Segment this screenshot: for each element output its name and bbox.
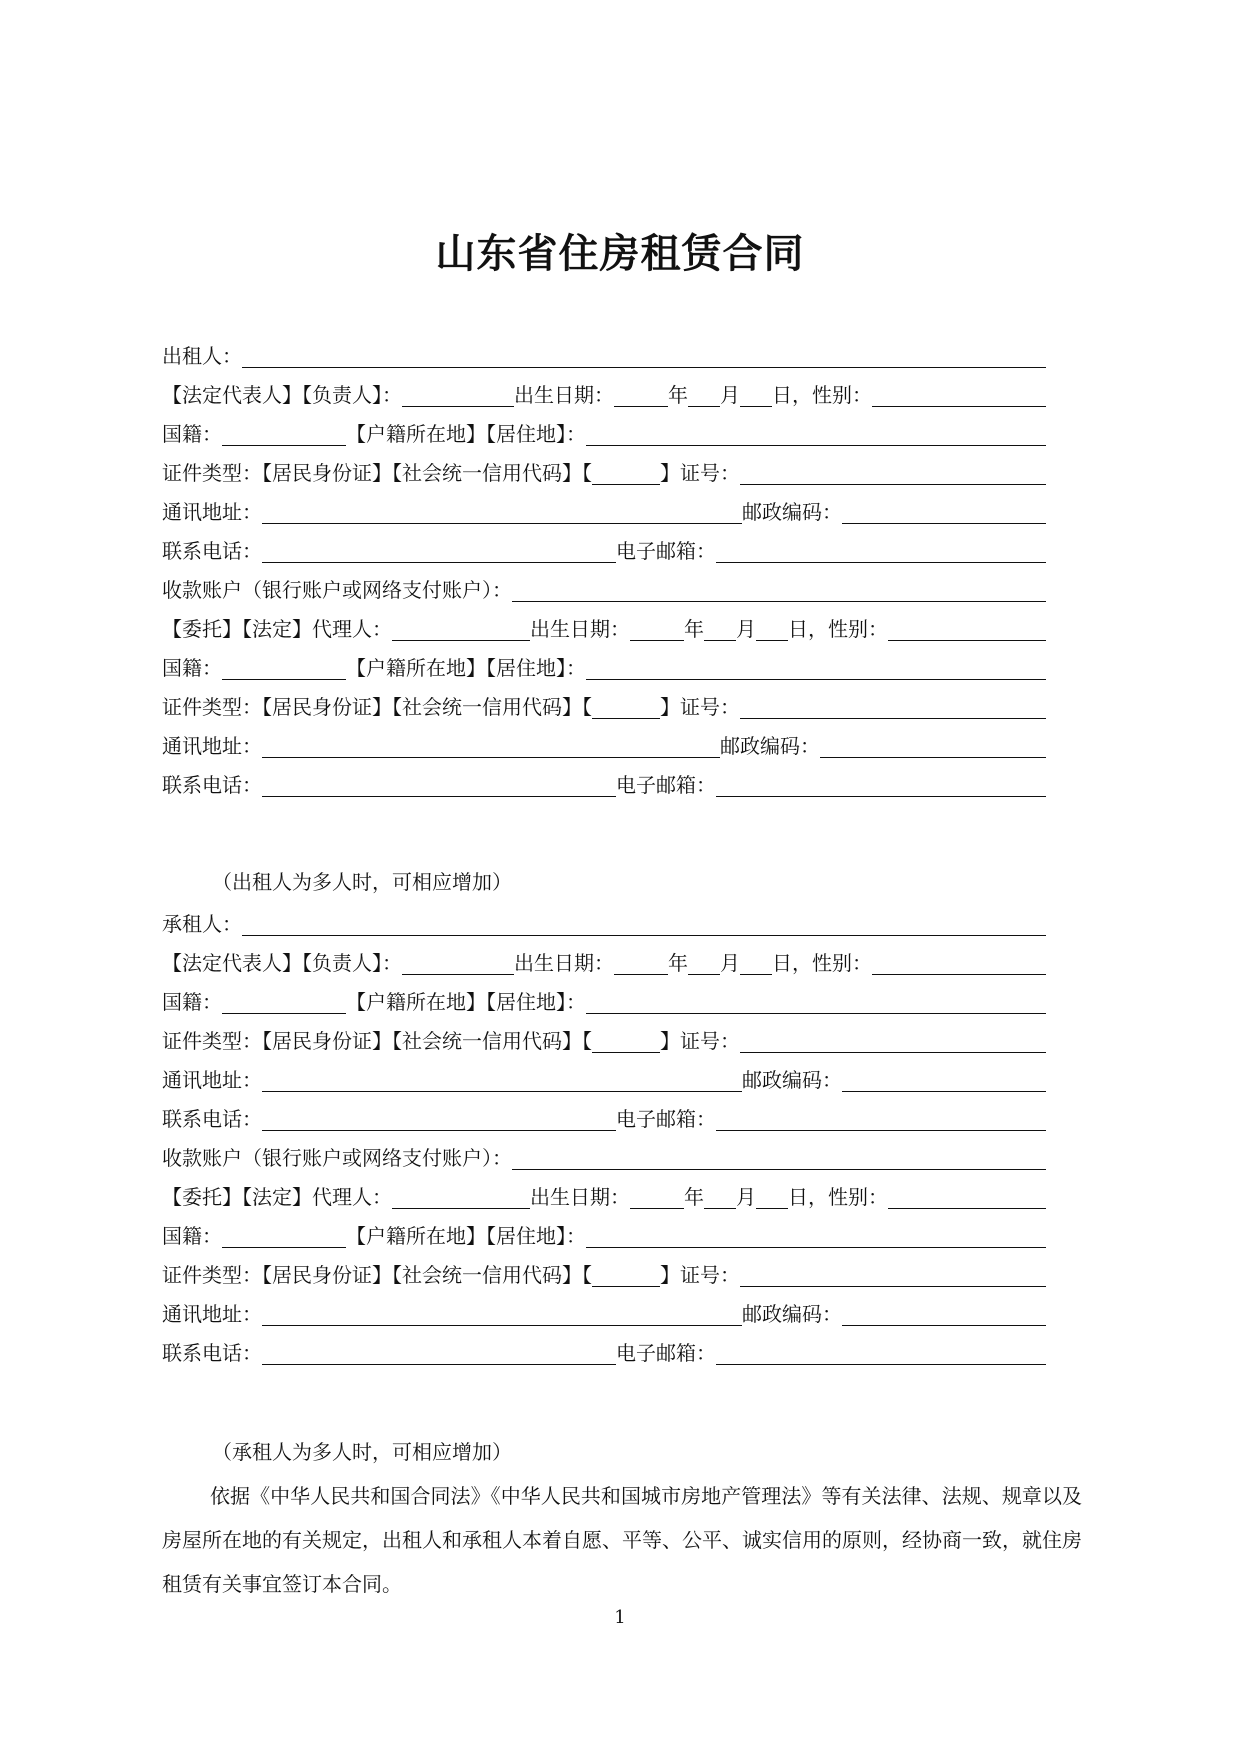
email-field[interactable] [716,540,1046,563]
legal-rep-label: 【法定代表人】【负责人】： [162,951,402,975]
agent-label: 【委托】【法定】代理人： [162,1185,392,1209]
lessee-agent-row [162,1181,1046,1211]
address-field[interactable] [262,735,720,758]
postcode-field[interactable] [842,1069,1046,1092]
document-title: 山东省住房租赁合同 [435,230,805,277]
id-no-label: 】证号： [660,695,740,719]
address-field[interactable] [262,1069,742,1092]
legal-rep-label: 【法定代表人】【负责人】： [162,383,402,407]
postcode-label: 邮政编码： [720,734,820,758]
birth-month-field[interactable] [704,618,736,641]
gender-field[interactable] [872,384,1046,407]
year-label: 年 [668,951,688,975]
lessor-label: 出租人： [162,344,242,368]
address-label: 通讯地址： [162,1302,262,1326]
id-no-field[interactable] [740,1030,1046,1053]
id-type-other-field[interactable] [592,462,660,485]
nationality-field[interactable] [222,991,346,1014]
phone-field[interactable] [262,774,616,797]
address-label: 通讯地址： [162,1068,262,1092]
lessor-note: （出租人为多人时，可相应增加） [212,870,512,894]
address-field[interactable] [262,501,742,524]
id-no-label: 】证号： [660,1029,740,1053]
email-label: 电子邮箱： [616,773,716,797]
account-label: 收款账户（银行账户或网络支付账户）： [162,1146,512,1170]
lessee-id-row [162,1025,1046,1055]
id-type-label: 证件类型：【居民身份证】【社会统一信用代码】【 [162,695,592,719]
id-no-field[interactable] [740,1264,1046,1287]
day-gender-label: 日，性别： [772,383,872,407]
email-label: 电子邮箱： [616,1341,716,1365]
year-label: 年 [684,617,704,641]
account-label: 收款账户（银行账户或网络支付账户）： [162,578,512,602]
lessor-agent-row [162,613,1046,643]
birth-month-field[interactable] [688,384,720,407]
gender-field[interactable] [872,952,1046,975]
lessor-name-field[interactable] [242,345,1046,368]
lessor-id-row [162,457,1046,487]
lessor-legal-rep-row [162,379,1046,409]
lessor-agent-nationality-row [162,652,1046,682]
email-label: 电子邮箱： [616,1107,716,1131]
postcode-field[interactable] [820,735,1046,758]
nationality-field[interactable] [222,1225,346,1248]
nationality-label: 国籍： [162,656,222,680]
nationality-field[interactable] [222,657,346,680]
lessee-agent-phone-row [162,1337,1046,1367]
residence-label: 【户籍所在地】【居住地】： [346,1224,586,1248]
birth-day-field[interactable] [740,952,772,975]
residence-label: 【户籍所在地】【居住地】： [346,422,586,446]
id-type-other-field[interactable] [592,1030,660,1053]
birth-day-field[interactable] [756,1186,788,1209]
id-no-field[interactable] [740,696,1046,719]
birth-year-field[interactable] [630,1186,684,1209]
birth-year-field[interactable] [614,384,668,407]
lessor-phone-row [162,535,1046,565]
birth-month-field[interactable] [704,1186,736,1209]
lessee-agent-nationality-row [162,1220,1046,1250]
preamble-paragraph: 依据《中华人民共和国合同法》《中华人民共和国城市房地产管理法》等有关法律、法规、规章以及房屋所在地的有关规定，出租人和承租人本着自愿、平等、公平、诚实信用的原则，经协商一致，就住房租赁有关事宜签订本合同。 [162,1484,1082,1596]
email-field[interactable] [716,1342,1046,1365]
birth-day-field[interactable] [756,618,788,641]
lessor-agent-id-row [162,691,1046,721]
month-label: 月 [720,951,740,975]
phone-label: 联系电话： [162,1341,262,1365]
postcode-field[interactable] [842,501,1046,524]
nationality-label: 国籍： [162,990,222,1014]
birth-year-field[interactable] [614,952,668,975]
phone-label: 联系电话： [162,773,262,797]
residence-label: 【户籍所在地】【居住地】： [346,656,586,680]
id-no-field[interactable] [740,462,1046,485]
address-label: 通讯地址： [162,500,262,524]
lessee-account-row [162,1142,1046,1172]
id-type-label: 证件类型：【居民身份证】【社会统一信用代码】【 [162,1029,592,1053]
email-field[interactable] [716,774,1046,797]
lessee-phone-row [162,1103,1046,1133]
legal-rep-field[interactable] [402,952,514,975]
birth-date-label: 出生日期： [530,1185,630,1209]
residence-field[interactable] [586,423,1046,446]
postcode-label: 邮政编码： [742,1302,842,1326]
birth-date-label: 出生日期： [514,383,614,407]
phone-field[interactable] [262,1342,616,1365]
email-field[interactable] [716,1108,1046,1131]
id-type-label: 证件类型：【居民身份证】【社会统一信用代码】【 [162,1263,592,1287]
agent-field[interactable] [392,1186,530,1209]
id-type-other-field[interactable] [592,1264,660,1287]
birth-date-label: 出生日期： [530,617,630,641]
id-no-label: 】证号： [660,461,740,485]
phone-label: 联系电话： [162,1107,262,1131]
residence-field[interactable] [586,657,1046,680]
lessor-account-row [162,574,1046,604]
lessee-agent-address-row [162,1298,1046,1328]
birth-year-field[interactable] [630,618,684,641]
address-field[interactable] [262,1303,742,1326]
day-gender-label: 日，性别： [788,1185,888,1209]
lessor-agent-phone-row [162,769,1046,799]
phone-field[interactable] [262,540,616,563]
postcode-label: 邮政编码： [742,500,842,524]
lessee-agent-id-row [162,1259,1046,1289]
day-gender-label: 日，性别： [788,617,888,641]
gender-field[interactable] [888,618,1046,641]
address-label: 通讯地址： [162,734,262,758]
id-no-label: 】证号： [660,1263,740,1287]
lessee-name-field[interactable] [242,913,1046,936]
nationality-label: 国籍： [162,422,222,446]
account-field[interactable] [512,579,1046,602]
residence-field[interactable] [586,991,1046,1014]
gender-field[interactable] [888,1186,1046,1209]
month-label: 月 [736,1185,756,1209]
account-field[interactable] [512,1147,1046,1170]
id-type-label: 证件类型：【居民身份证】【社会统一信用代码】【 [162,461,592,485]
email-label: 电子邮箱： [616,539,716,563]
year-label: 年 [668,383,688,407]
id-type-other-field[interactable] [592,696,660,719]
lessee-row [162,908,1046,938]
lessee-label: 承租人： [162,912,242,936]
nationality-label: 国籍： [162,1224,222,1248]
lessee-note: （承租人为多人时，可相应增加） [212,1440,512,1464]
lessee-address-row [162,1064,1046,1094]
day-gender-label: 日，性别： [772,951,872,975]
year-label: 年 [684,1185,704,1209]
nationality-field[interactable] [222,423,346,446]
residence-field[interactable] [586,1225,1046,1248]
residence-label: 【户籍所在地】【居住地】： [346,990,586,1014]
lessee-legal-rep-row [162,947,1046,977]
phone-field[interactable] [262,1108,616,1131]
agent-label: 【委托】【法定】代理人： [162,617,392,641]
birth-month-field[interactable] [688,952,720,975]
page-number: 1 [614,1607,626,1628]
birth-date-label: 出生日期： [514,951,614,975]
postcode-field[interactable] [842,1303,1046,1326]
birth-day-field[interactable] [740,384,772,407]
legal-rep-field[interactable] [402,384,514,407]
lessee-nationality-row [162,986,1046,1016]
lessor-row [162,340,1046,370]
lessor-agent-address-row [162,730,1046,760]
lessor-address-row [162,496,1046,526]
phone-label: 联系电话： [162,539,262,563]
month-label: 月 [720,383,740,407]
postcode-label: 邮政编码： [742,1068,842,1092]
lessor-nationality-row [162,418,1046,448]
month-label: 月 [736,617,756,641]
agent-field[interactable] [392,618,530,641]
